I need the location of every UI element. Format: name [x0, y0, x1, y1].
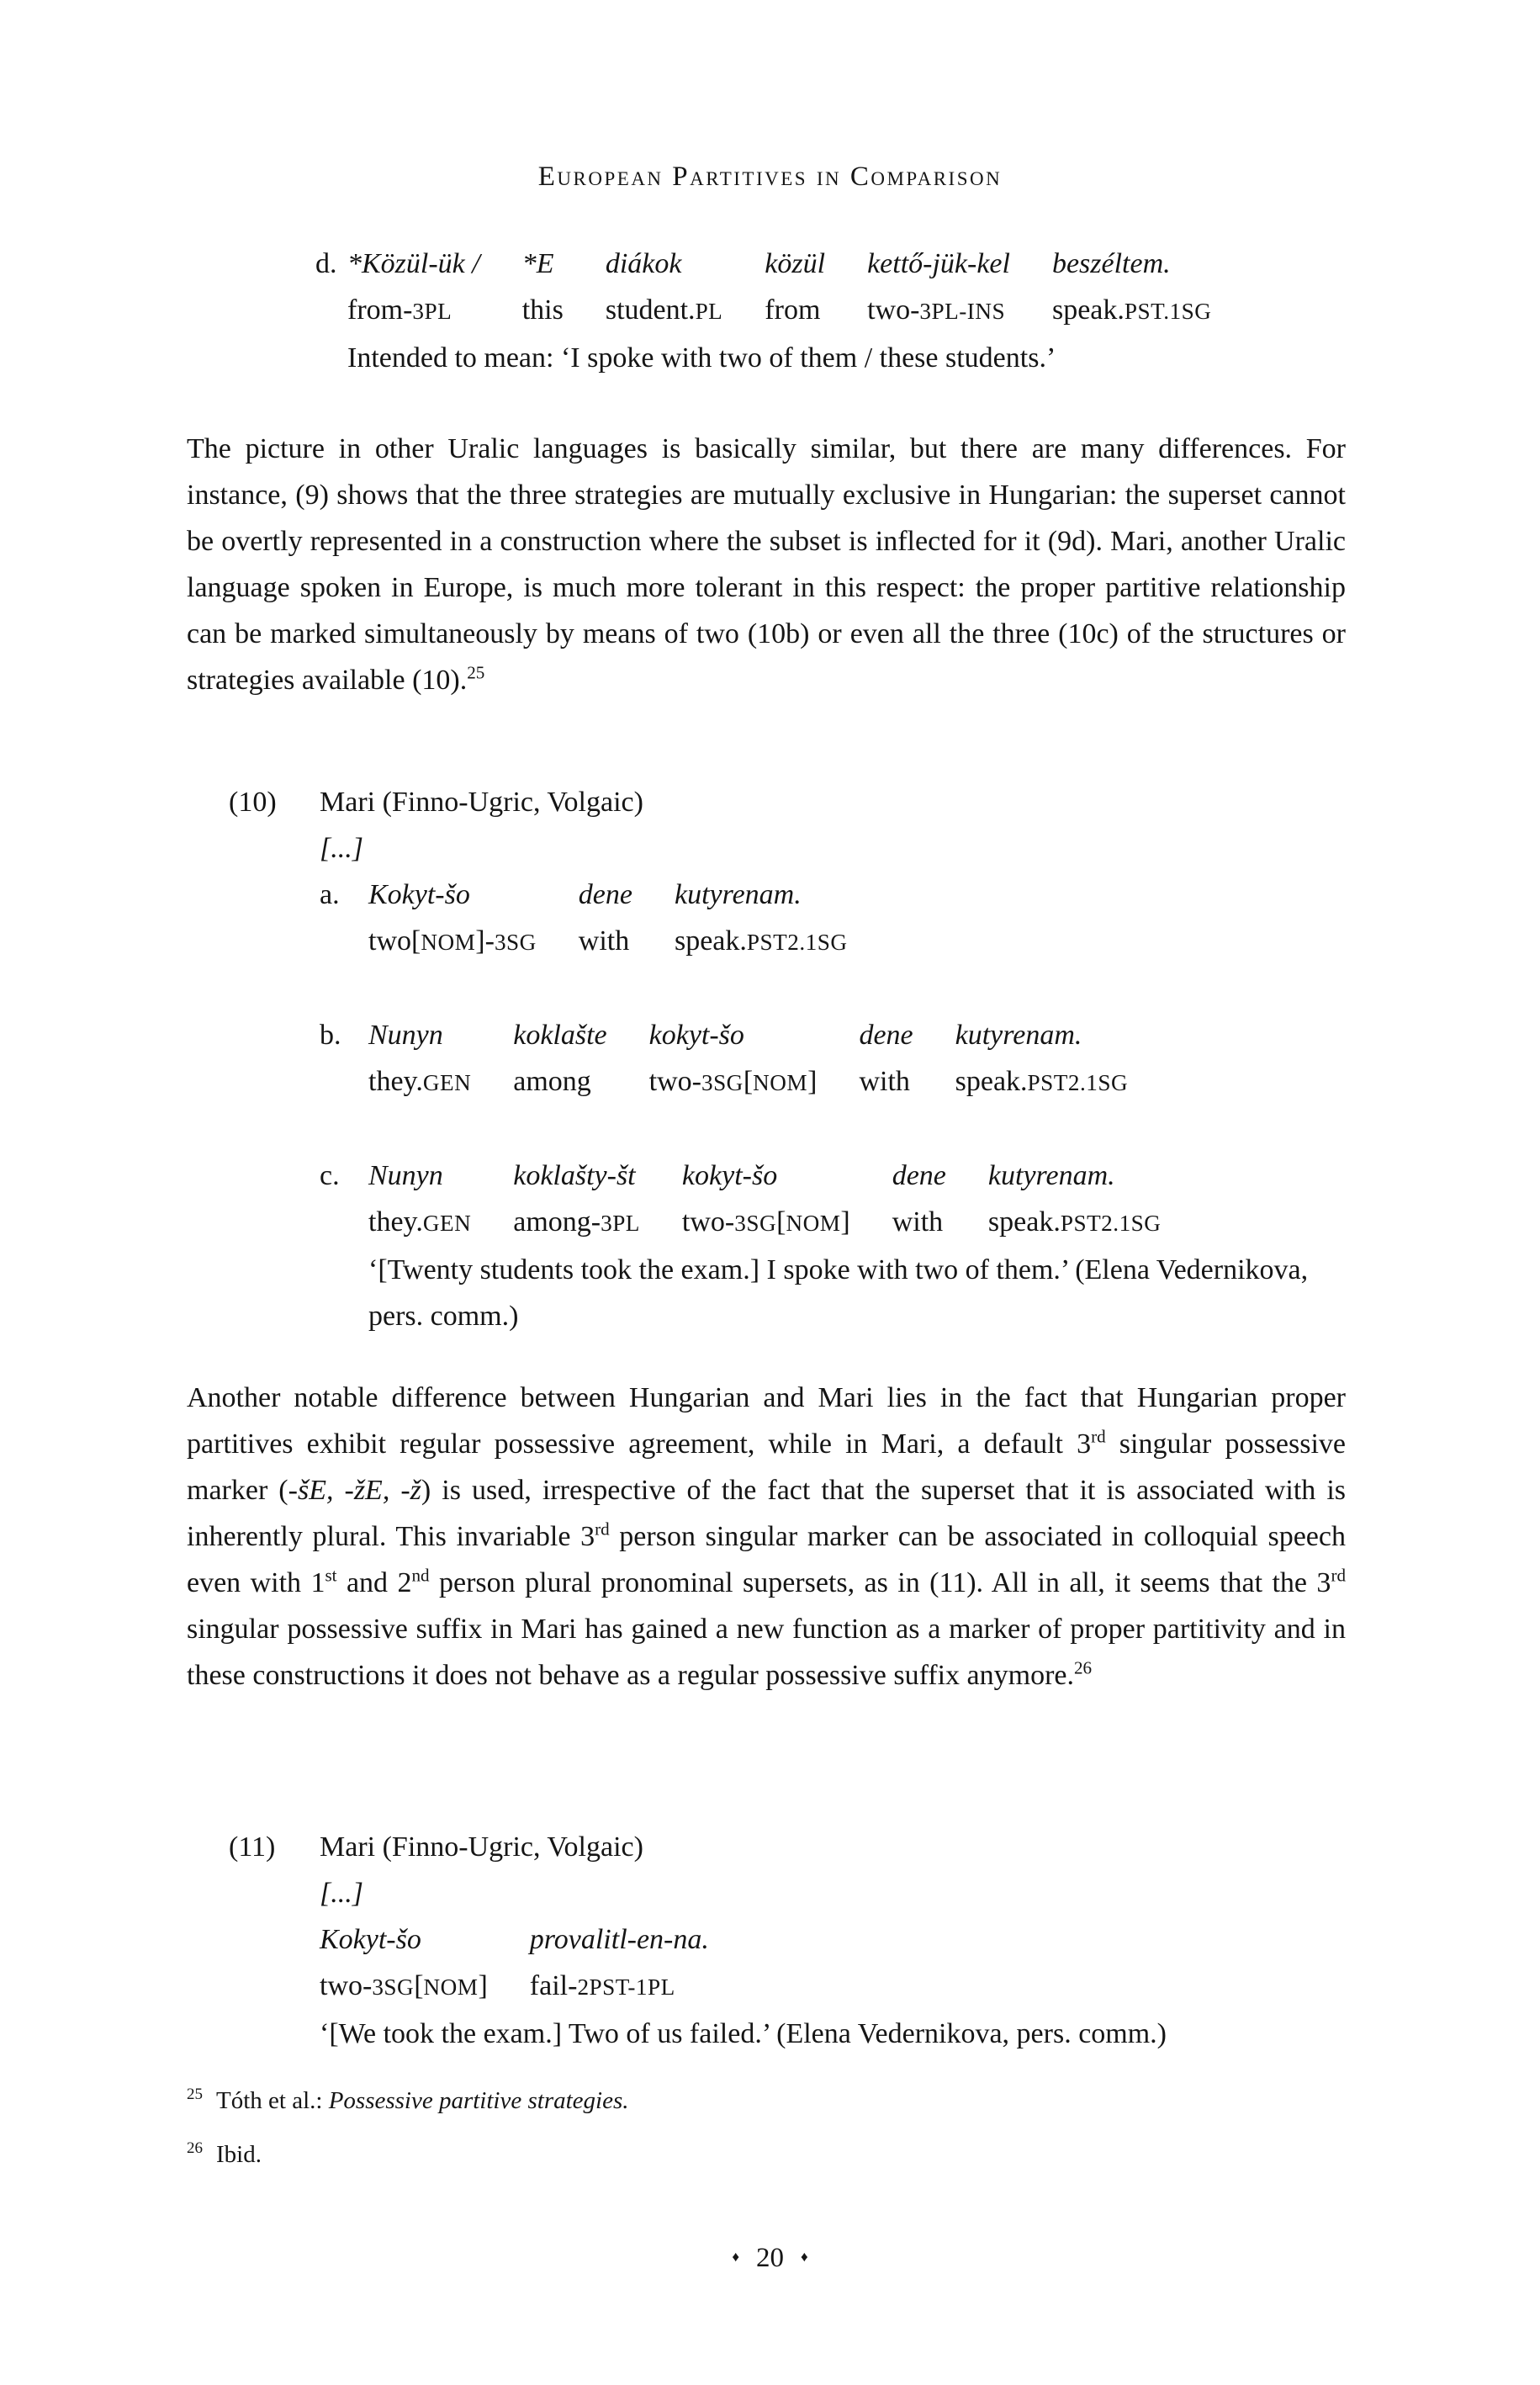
gloss-word: they.GEN: [368, 1206, 472, 1238]
footnote-text: Ibid.: [216, 2141, 262, 2168]
gloss-word: speak.PST2.1SG: [987, 1206, 1162, 1238]
source-word: *E: [521, 248, 554, 279]
source-word: dene: [892, 1160, 946, 1191]
gloss-line: [368, 918, 890, 966]
source-line: [320, 1916, 751, 1963]
footnote-25: [187, 2074, 1356, 2128]
interlinear-gloss-table: [347, 241, 1253, 335]
sub-example-10c-body: [368, 1153, 1352, 1339]
source-line: [368, 1153, 1203, 1199]
source-word: *Közül-ük /: [347, 248, 480, 279]
sub-example-10a: [320, 872, 1352, 966]
example-10: [229, 779, 1352, 1339]
sub-example-label: c.: [320, 1160, 340, 1191]
gloss-word: among: [513, 1066, 591, 1097]
interlinear-gloss-table: [368, 1153, 1203, 1247]
gloss-line: [368, 1199, 1203, 1247]
ellipsis-line: [...]: [320, 833, 363, 864]
interlinear-gloss-table: [368, 872, 890, 966]
gloss-word: this: [521, 294, 564, 326]
source-word: beszéltem.: [1051, 248, 1171, 279]
gloss-word: among-3PL: [513, 1206, 640, 1238]
gloss-line: [368, 1058, 1170, 1106]
gloss-word: from-3PL: [347, 294, 452, 326]
interlinear-gloss-table: [368, 1012, 1170, 1106]
body-paragraph-2: Another notable difference between Hungarian and Mari lies in the fact that Hungarian proper partitives exhibit regular possessive agreement, while in Mari, a default 3rd singular possessive marker (-šE, -žE, -ž) is used, irrespective of the fact that the superset that it is associated with is inherently plural. This invariable 3rd person singular marker can be associated in colloquial speech even with 1st and 2nd person plural pronominal supersets, as in (11). All in all, it seems that the 3rd singular possessive suffix in Mari has gained a new function as a marker of proper partitivity and in these constructions it does not behave as a regular possessive suffix anymore.$^{26}$: [187, 1382, 1346, 1691]
source-word: dene: [859, 1020, 913, 1051]
example-9d: [315, 241, 1253, 381]
page-header: [0, 154, 1540, 200]
gloss-word: with: [892, 1206, 944, 1238]
sub-example-label: b.: [320, 1020, 341, 1051]
example-letter-label: d.: [315, 248, 337, 279]
gloss-word: from: [765, 294, 821, 326]
source-word: provalitl-en-na.: [529, 1924, 709, 1955]
example-10-body: [320, 779, 1352, 1339]
example-language-line: Mari (Finno-Ugric, Volgaic): [320, 1831, 643, 1863]
gloss-line: [320, 1963, 751, 2011]
source-line: [347, 241, 1253, 287]
gloss-word: two[NOM]-3SG: [368, 925, 537, 957]
gloss-word: speak.PST2.1SG: [674, 925, 848, 957]
diamond-ornament-right: ♦: [801, 2249, 808, 2265]
example-11-body: [320, 1824, 1167, 2057]
source-word: Kokyt-šo: [320, 1924, 421, 1955]
source-word: diákok: [605, 248, 682, 279]
source-word: kettő-jük-kel: [867, 248, 1010, 279]
sub-example-10b-body: [368, 1012, 1170, 1106]
source-line: [368, 1012, 1170, 1058]
example-number: (10): [229, 787, 277, 818]
source-word: kutyrenam.: [955, 1020, 1082, 1051]
page-footer: [0, 2234, 1540, 2282]
footnote-text: Tóth et al.: Possessive partitive strategies.: [216, 2087, 629, 2114]
gloss-word: with: [578, 925, 630, 957]
gloss-word: they.GEN: [368, 1066, 472, 1097]
source-word: közül: [765, 248, 826, 279]
translation-line: ‘[Twenty students took the exam.] I spoke with two of them.’ (Elena Vedernikova, pers. comm.): [368, 1254, 1309, 1332]
page-number: 20: [756, 2243, 784, 2273]
diamond-ornament-left: ♦: [732, 2249, 739, 2265]
gloss-word: two-3SG[NOM]: [320, 1970, 488, 2001]
source-word: Kokyt-šo: [368, 879, 470, 910]
translation-line: Intended to mean: ‘I spoke with two of them / these students.’: [347, 342, 1056, 374]
source-line: [368, 872, 890, 918]
source-word: koklašty-št: [513, 1160, 636, 1191]
source-word: kutyrenam.: [674, 879, 802, 910]
translation-line: ‘[We took the exam.] Two of us failed.’ (Elena Vedernikova, pers. comm.): [320, 2018, 1167, 2049]
ellipsis-line: [...]: [320, 1878, 363, 1909]
gloss-word: two-3SG[NOM]: [648, 1066, 818, 1097]
gloss-word: fail-2PST-1PL: [529, 1970, 675, 2001]
sub-example-10a-body: [368, 872, 890, 966]
footnote-26: [187, 2128, 1356, 2181]
source-word: Nunyn: [368, 1020, 443, 1051]
gloss-word: student.PL: [605, 294, 723, 326]
footnote-number: 26: [187, 2139, 203, 2158]
example-11: [229, 1824, 1167, 2057]
sub-example-10c: [320, 1153, 1352, 1339]
source-word: kokyt-šo: [681, 1160, 778, 1191]
gloss-word: speak.PST2.1SG: [955, 1066, 1129, 1097]
gloss-line: [347, 287, 1253, 335]
footnote-number: 25: [187, 2086, 203, 2104]
source-word: kokyt-šo: [648, 1020, 744, 1051]
source-word: dene: [578, 879, 632, 910]
source-word: kutyrenam.: [987, 1160, 1115, 1191]
interlinear-gloss-table: [320, 1916, 751, 2011]
example-9d-body: [347, 241, 1253, 381]
example-number: (11): [229, 1831, 276, 1863]
footnotes-block: [187, 2074, 1356, 2181]
body-paragraph-1: The picture in other Uralic languages is basically similar, but there are many differences. For instance, (9) shows that the three strategies are mutually exclusive in Hungarian: the superset cannot be overtly represented in a construction where the subset is inflected for it (9d). Mari, another Uralic language spoken in Europe, is much more tolerant in this respect: the proper partitive relationship can be marked simultaneously by means of two (10b) or even all the three (10c) of the structures or strategies available (10).$^{25}$: [187, 433, 1346, 696]
page-header-title: European Partitives in Comparison: [537, 162, 1003, 192]
gloss-word: two-3SG[NOM]: [681, 1206, 850, 1238]
source-word: koklašte: [513, 1020, 607, 1051]
gloss-word: two-3PL-INS: [867, 294, 1006, 326]
sub-example-label: a.: [320, 879, 340, 910]
source-word: Nunyn: [368, 1160, 443, 1191]
gloss-word: speak.PST.1SG: [1051, 294, 1212, 326]
gloss-word: with: [859, 1066, 910, 1097]
sub-example-10b: [320, 1012, 1352, 1106]
example-language-line: Mari (Finno-Ugric, Volgaic): [320, 787, 643, 818]
